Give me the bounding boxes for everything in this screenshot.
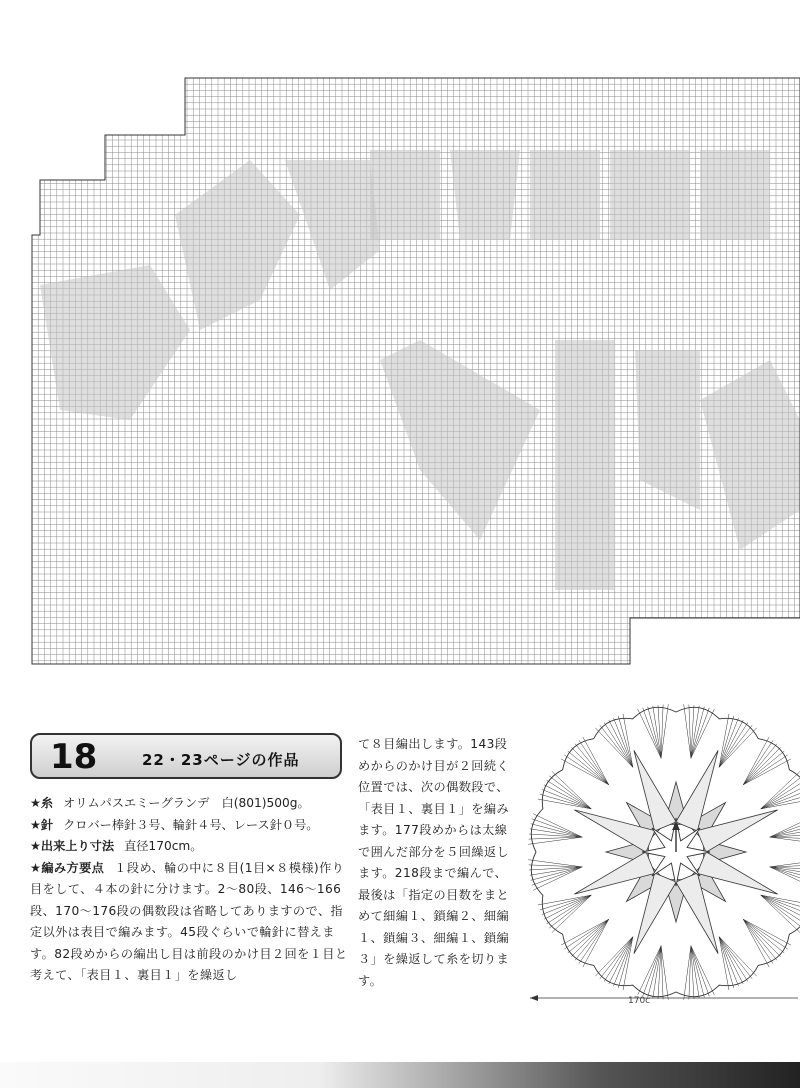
spec-needles <box>30 815 352 837</box>
pattern-header <box>30 733 342 779</box>
spec-key: ★糸 <box>30 796 54 810</box>
spec-key: ★出来上り寸法 <box>30 839 115 853</box>
instructions-left-column <box>30 793 352 987</box>
method-key: ★編み方要点 <box>30 860 105 875</box>
page-edge-shadow <box>0 1062 800 1088</box>
method-paragraph <box>30 858 352 987</box>
spec-yarn <box>30 793 352 815</box>
pattern-number: 18 <box>50 737 98 777</box>
doily-diagram <box>528 700 800 1010</box>
spec-value: クロバー棒針３号、輪針４号、レース針０号。 <box>63 817 319 832</box>
spec-value: 直径170cm。 <box>124 839 203 853</box>
diameter-label: 170c <box>628 996 651 1006</box>
spec-size <box>30 836 352 858</box>
spec-key: ★針 <box>30 817 54 832</box>
doily-diagram-drawing <box>528 700 800 1010</box>
work-title: 22・23ページの作品 <box>142 751 300 769</box>
instructions-continued: て８目編出します。143段めからのかけ目が２回続く位置では、次の偶数段で、「表目１、裏目１」を編みます。177段めからは太線で囲んだ部分を５回繰返します。218段まで編んで、最後は「指定の目数をまとめて細編１、鎖編２、細編１、鎖編３、細編１、鎖編３」を繰返して糸を切ります。 <box>358 737 510 988</box>
spec-value: オリムパスエミーグランデ 白(801)500g。 <box>63 796 310 810</box>
method-text: １段め、輪の中に８目(1目×８模様)作り目をして、４本の針に分けます。2～80段、146～166段、170～176段の偶数段は省略してありますので、指定以外は表目で編みます。45段ぐらいで輪針に替えます。82段めからの編出し目は前段のかけ目２回を１目と考えて、「表目１、裏目１」を繰返し <box>30 860 348 982</box>
